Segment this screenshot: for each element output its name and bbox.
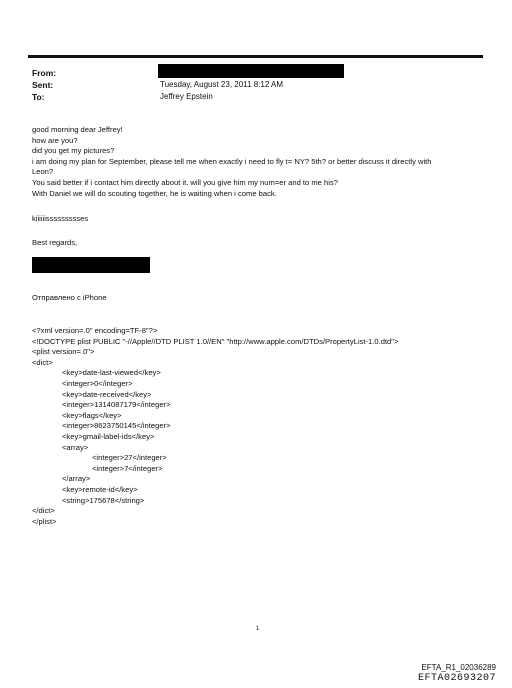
- xml-line: <key>date-received</key>: [62, 389, 152, 399]
- xml-line: </plist>: [32, 516, 57, 526]
- plist-xml-block: [32, 326, 398, 527]
- xml-line: <integer>7</integer>: [92, 463, 163, 473]
- xml-line: <key>gmail-label-ids</key>: [62, 431, 155, 441]
- xml-line: <string>175678</string>: [62, 495, 145, 505]
- sent-value: Tuesday, August 23, 2011 8:12 AM: [160, 80, 284, 89]
- xml-line: <dict>: [32, 357, 53, 367]
- from-label: From:: [32, 68, 57, 78]
- from-redaction: [158, 64, 344, 78]
- body-line: i am doing my plan for September, please tell me when exactly i need to fly t= NY? 5th? or better discuss it directly with: [32, 156, 432, 166]
- xml-line: <key>flags</key>: [62, 410, 122, 420]
- body-line: how are you?: [32, 135, 78, 145]
- xml-line: <!DOCTYPE plist PUBLIC "-//Apple//DTD PLIST 1.0//EN" "http://www.apple.com/DTDs/PropertyList-1.0.dtd">: [32, 336, 399, 346]
- body-line: good morning dear Jeffrey!: [32, 125, 123, 134]
- closing-line: Best regards,: [32, 238, 78, 247]
- xml-line: <integer>1314087179</integer>: [62, 400, 171, 410]
- signature-redaction: [32, 257, 150, 273]
- xml-line: <integer>0</integer>: [62, 378, 133, 388]
- xml-line: </array>: [62, 474, 91, 484]
- xml-line: </dict>: [32, 506, 55, 516]
- xml-line: <plist version=.0">: [32, 347, 95, 357]
- kisses-line: kiiiiiissssssssses: [32, 214, 89, 223]
- xml-line: <key>date-last-viewed</key>: [62, 368, 161, 378]
- bates-number-2: EFTA02693207: [417, 673, 496, 684]
- sent-label: Sent:: [32, 80, 54, 90]
- page-number: 1: [256, 626, 260, 632]
- xml-line: <array>: [62, 442, 89, 452]
- body-line: You said better if i contact him directly about it. will you give him my num=er and to me his?: [32, 177, 338, 187]
- body-line: did you get my pictures?: [32, 146, 115, 156]
- xml-line: <integer>8623750145</integer>: [62, 421, 171, 431]
- to-value: Jeffrey Epstein: [160, 92, 213, 101]
- to-label: To:: [32, 92, 45, 102]
- header-rule: [28, 55, 483, 58]
- body-line: With Daniel we will do scouting together, he is waiting when i come back.: [32, 188, 277, 198]
- body-line: Leon?: [32, 167, 54, 177]
- xml-line: <?xml version=.0" encoding=TF-8"?>: [32, 326, 158, 335]
- xml-line: <key>remote-id</key>: [62, 484, 138, 494]
- xml-line: <integer>27</integer>: [92, 453, 167, 463]
- email-body: [32, 125, 487, 199]
- bates-number-1: EFTA_R1_02036289: [421, 663, 496, 672]
- iphone-signature: Отправлено с iPhone: [32, 293, 107, 302]
